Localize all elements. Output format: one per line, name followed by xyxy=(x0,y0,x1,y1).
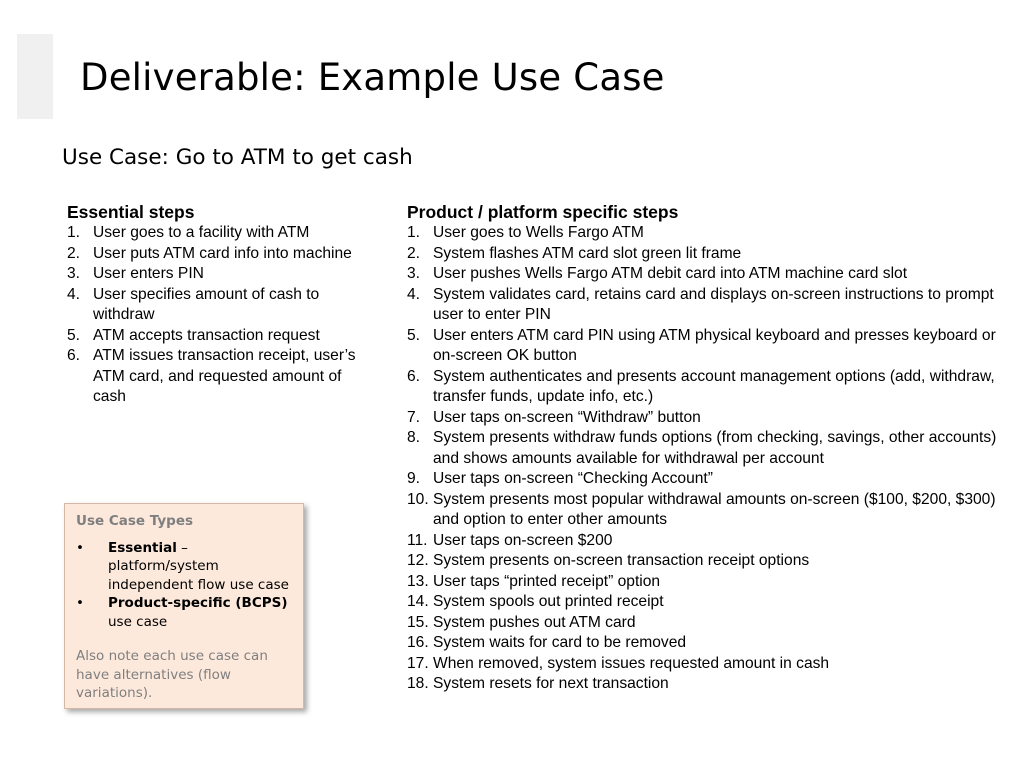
step-number: 1. xyxy=(407,224,421,241)
step-text: User enters PIN xyxy=(93,265,204,282)
step-number: 1. xyxy=(67,224,81,241)
step-text: System validates card, retains card and displays on-screen instructions to prompt user to enter PIN xyxy=(433,285,994,323)
step-text: User taps on-screen $200 xyxy=(433,531,613,549)
step-item xyxy=(407,613,997,634)
bullet-icon: • xyxy=(76,595,84,611)
use-case-types-list xyxy=(76,539,293,632)
step-item xyxy=(407,674,997,695)
step-item xyxy=(407,654,997,675)
step-text: System spools out printed receipt xyxy=(433,593,664,610)
title-accent-bar xyxy=(17,34,53,119)
step-item xyxy=(407,428,997,469)
step-number: 3. xyxy=(67,265,81,282)
step-number: 14. xyxy=(407,593,429,610)
step-number: 10. xyxy=(407,490,429,508)
step-number: 18. xyxy=(407,675,429,692)
step-item xyxy=(407,469,997,490)
step-item xyxy=(407,244,997,265)
step-number: 4. xyxy=(407,285,421,303)
step-text: User taps “printed receipt” option xyxy=(433,572,661,590)
use-case-subtitle: Use Case: Go to ATM to get cash xyxy=(62,145,413,170)
use-case-type-description: use case xyxy=(108,613,168,630)
use-case-type-name: Essential xyxy=(108,539,177,556)
step-number: 9. xyxy=(407,470,421,487)
step-text: User specifies amount of cash to withdraw xyxy=(93,285,320,323)
use-case-type-text xyxy=(108,594,293,631)
step-number: 16. xyxy=(407,634,429,651)
step-item xyxy=(407,408,997,429)
step-text: User taps on-screen “Checking Account” xyxy=(433,470,713,487)
step-text: User goes to Wells Fargo ATM xyxy=(433,224,644,241)
step-text: When removed, system issues requested amount in cash xyxy=(433,654,830,672)
step-text: System resets for next transaction xyxy=(433,675,669,692)
step-item xyxy=(407,490,997,531)
step-text: System flashes ATM card slot green lit frame xyxy=(433,244,742,262)
step-number: 8. xyxy=(407,429,421,446)
step-number: 5. xyxy=(67,326,81,344)
step-item xyxy=(407,264,997,285)
product-steps-column xyxy=(407,202,997,695)
step-text: ATM issues transaction receipt, user’s ATM card, and requested amount of cash xyxy=(93,347,356,405)
essential-steps-heading: Essential steps xyxy=(67,202,195,222)
essential-steps-column xyxy=(67,202,367,408)
use-case-type-item xyxy=(76,594,293,631)
step-number: 13. xyxy=(407,572,429,590)
alternatives-note: Also note each use case can have alternatives (flow variations). xyxy=(76,648,268,701)
step-number: 6. xyxy=(67,347,81,364)
step-text: System waits for card to be removed xyxy=(433,634,687,651)
step-number: 2. xyxy=(407,244,421,262)
step-text: User pushes Wells Fargo ATM debit card into ATM machine card slot xyxy=(433,265,908,282)
step-number: 17. xyxy=(407,654,429,672)
step-number: 2. xyxy=(67,244,81,262)
step-item xyxy=(67,223,367,244)
use-case-types-box xyxy=(64,503,304,709)
use-case-type-text xyxy=(108,539,293,595)
use-case-types-heading: Use Case Types xyxy=(76,513,194,529)
step-text: System presents on-screen transaction receipt options xyxy=(433,552,810,569)
step-number: 12. xyxy=(407,552,429,569)
step-text: User goes to a facility with ATM xyxy=(93,224,310,241)
step-number: 3. xyxy=(407,265,421,282)
step-text: System presents withdraw funds options (from checking, savings, other accounts) and shows amounts available for withdrawal per account xyxy=(433,429,997,467)
step-item xyxy=(407,367,997,408)
step-item xyxy=(67,326,367,347)
essential-steps-list xyxy=(67,223,367,408)
step-number: 7. xyxy=(407,408,421,426)
step-text: System pushes out ATM card xyxy=(433,613,636,631)
step-text: User enters ATM card PIN using ATM physical keyboard and presses keyboard or on-screen OK button xyxy=(433,326,996,364)
step-item xyxy=(407,592,997,613)
step-item xyxy=(67,285,367,326)
bullet-icon: • xyxy=(76,539,84,556)
step-item xyxy=(67,346,367,408)
use-case-type-item xyxy=(76,539,293,595)
step-item xyxy=(407,633,997,654)
step-item xyxy=(407,531,997,552)
step-item xyxy=(67,244,367,265)
step-number: 15. xyxy=(407,613,429,631)
step-text: System authenticates and presents account management options (add, withdraw, transfer funds, update info, etc.) xyxy=(433,367,995,405)
step-item xyxy=(407,326,997,367)
use-case-type-description: – platform/system independent flow use case xyxy=(108,539,289,593)
step-text: User taps on-screen “Withdraw” button xyxy=(433,408,701,426)
step-number: 11. xyxy=(407,531,428,549)
step-text: User puts ATM card info into machine xyxy=(93,244,352,262)
step-number: 5. xyxy=(407,326,421,344)
product-steps-heading: Product / platform specific steps xyxy=(407,202,679,222)
step-item xyxy=(407,285,997,326)
product-steps-list xyxy=(407,223,997,695)
step-item xyxy=(407,572,997,593)
use-case-type-name: Product-specific (BCPS) xyxy=(108,595,288,611)
slide-title: Deliverable: Example Use Case xyxy=(80,56,665,99)
step-number: 6. xyxy=(407,367,421,385)
step-text: ATM accepts transaction request xyxy=(93,326,320,344)
step-text: System presents most popular withdrawal amounts on-screen ($100, $200, $300) and option to enter other amounts xyxy=(433,490,996,528)
step-number: 4. xyxy=(67,285,81,303)
step-item xyxy=(407,551,997,572)
step-item xyxy=(67,264,367,285)
step-item xyxy=(407,223,997,244)
